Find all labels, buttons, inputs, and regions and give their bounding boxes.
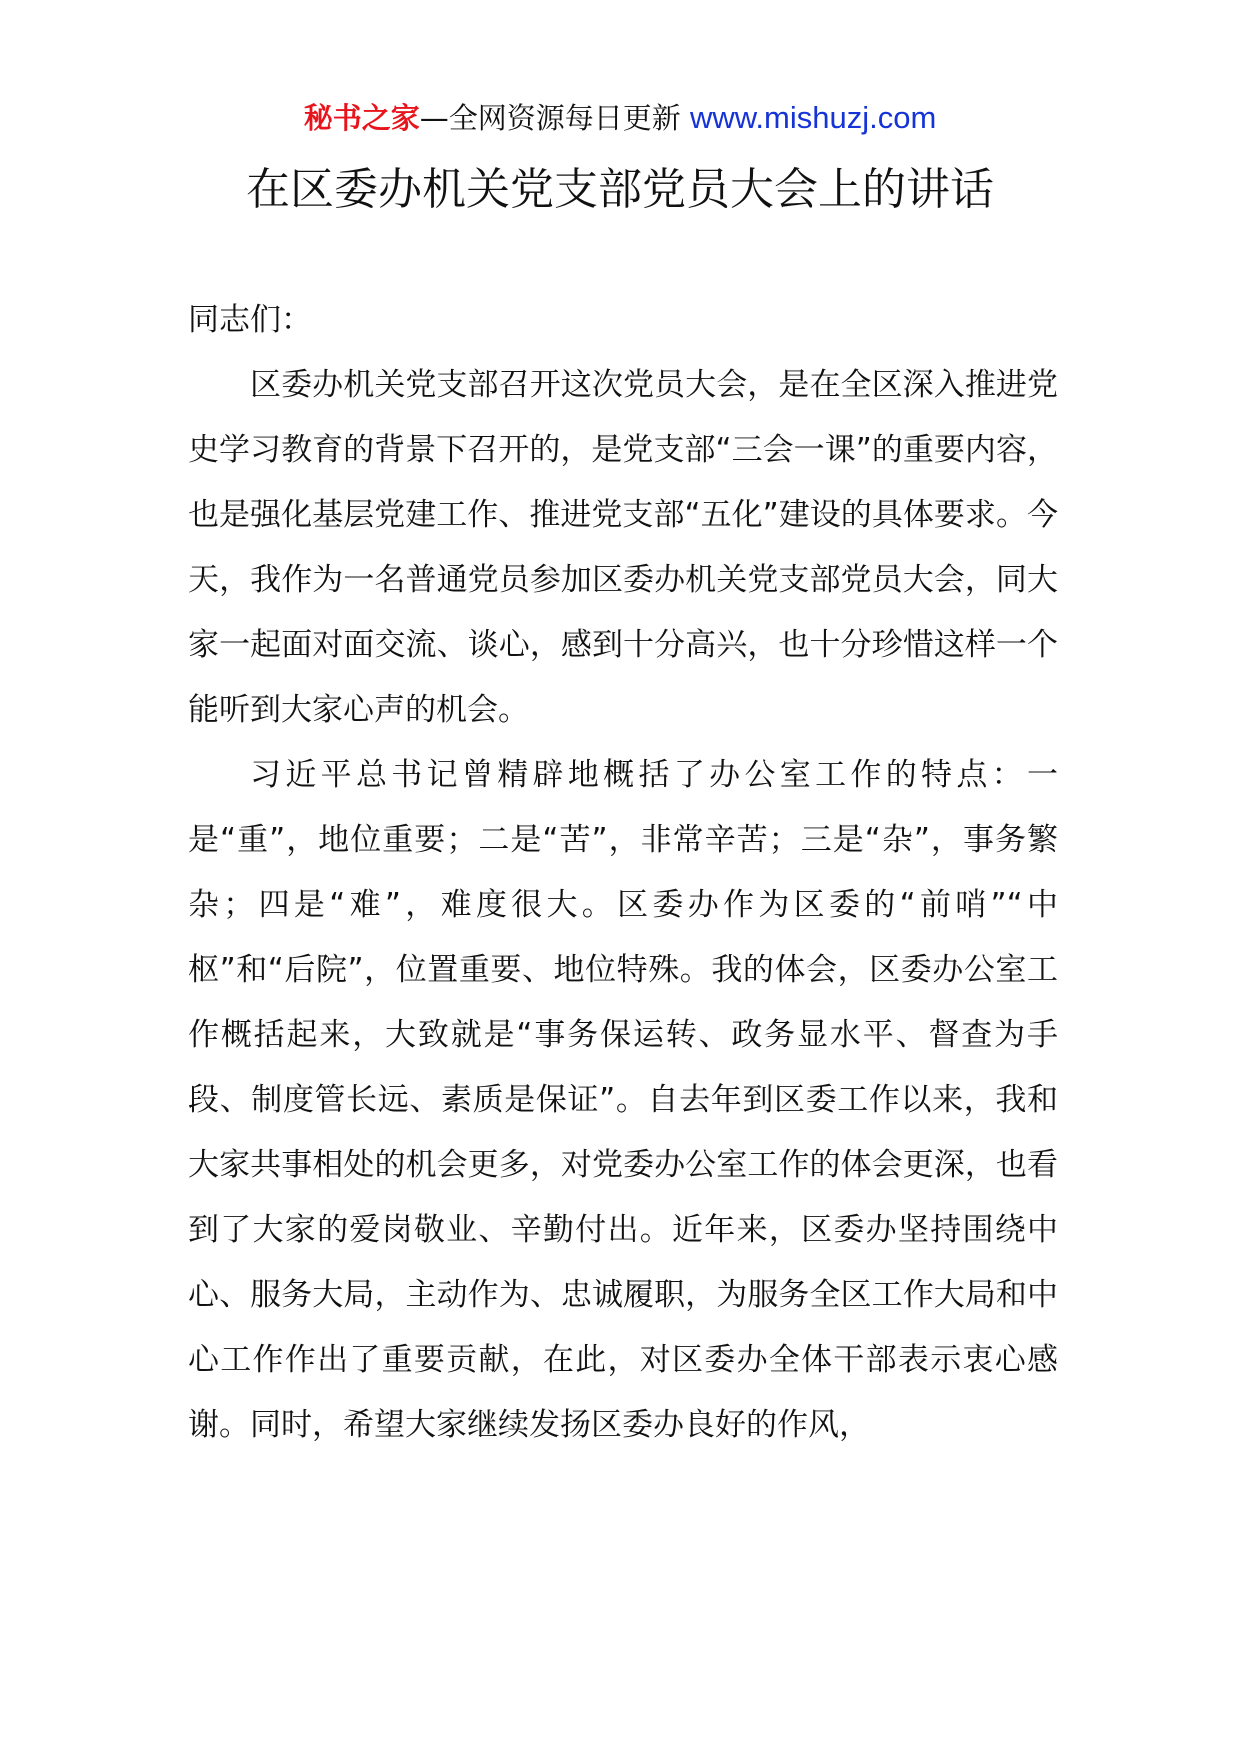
paragraph-1: 区委办机关党支部召开这次党员大会，是在全区深入推进党史学习教育的背景下召开的，是党支部“三会一课”的重要内容，也是强化基层党建工作、推进党支部“五化”建设的具体要求。今天，我作为一名普通党员参加区委办机关党支部党员大会，同大家一起面对面交流、谈心，感到十分高兴，也十分珍惜这样一个能听到大家心声的机会。: [188, 367, 1058, 728]
paragraph-2: 习近平总书记曾精辟地概括了办公室工作的特点：一是“重”，地位重要；二是“苦”，非常辛苦；三是“杂”，事务繁杂；四是“难”，难度很大。区委办作为区委的“前哨”“中枢”和“后院”，位置重要、地位特殊。我的体会，区委办公室工作概括起来，大致就是“事务保运转、政务显水平、督查为手段、制度管长远、素质是保证”。自去年到区委工作以来，我和大家共事相处的机会更多，对党委办公室工作的体会更深，也看到了大家的爱岗敬业、辛勤付出。近年来，区委办坚持围绕中心、服务大局，主动作为、忠诚履职，为服务全区工作大局和中心工作作出了重要贡献，在此，对区委办全体干部表示衷心感谢。同时，希望大家继续发扬区委办良好的作风，: [188, 757, 1058, 1443]
salutation: 同志们：: [188, 302, 312, 338]
brand-name: 秘书之家: [303, 101, 420, 135]
site-header: [0, 98, 1240, 138]
site-url-link[interactable]: www.mishuzj.com: [689, 100, 937, 135]
document-title: 在区委办机关党支部党员大会上的讲话: [246, 164, 994, 215]
header-tagline: —全网资源每日更新: [419, 101, 681, 135]
document-body: [188, 288, 1058, 1458]
